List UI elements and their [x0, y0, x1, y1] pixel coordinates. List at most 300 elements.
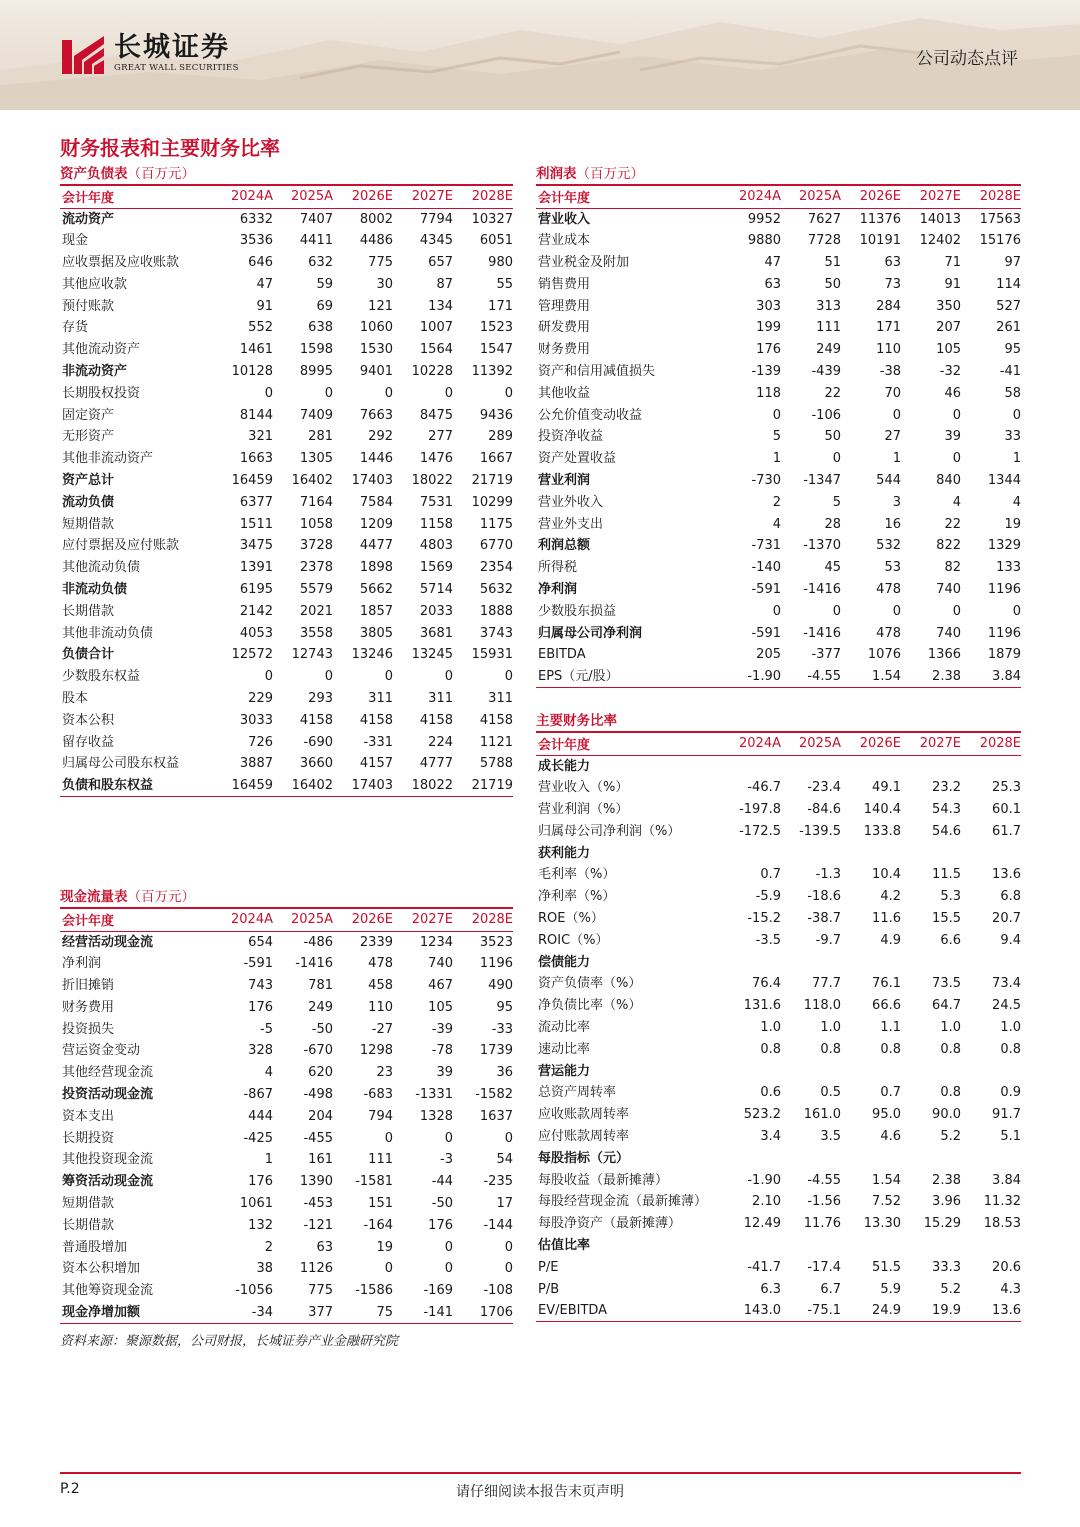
- value-cell: 0.8: [940, 1085, 961, 1101]
- row-label: 利润总额: [538, 538, 591, 554]
- value-cell: -15.2: [747, 910, 781, 926]
- row-label: 应付票据及应付账款: [62, 538, 180, 554]
- value-cell: 176: [756, 342, 781, 358]
- value-cell: 1298: [359, 1043, 393, 1059]
- table-row: [60, 1084, 513, 1106]
- value-cell: -9.7: [815, 932, 841, 948]
- value-cell: 0: [384, 1261, 393, 1277]
- value-cell: 0: [324, 385, 333, 401]
- table-row: [60, 426, 513, 448]
- value-cell: -670: [303, 1043, 333, 1059]
- value-cell: -106: [811, 407, 841, 423]
- table-row: [60, 1193, 513, 1215]
- value-cell: 1667: [479, 451, 513, 467]
- table-row: [60, 775, 513, 797]
- value-cell: 311: [428, 690, 453, 706]
- value-cell: 1564: [419, 342, 453, 358]
- value-cell: 328: [248, 1043, 273, 1059]
- value-cell: 12402: [919, 233, 961, 249]
- value-cell: 3536: [239, 233, 273, 249]
- value-cell: 1158: [419, 516, 453, 532]
- row-label: 归属母公司净利润（%）: [538, 823, 681, 839]
- value-cell: 18.53: [983, 1216, 1021, 1232]
- value-cell: -867: [243, 1086, 273, 1102]
- value-cell: 0: [504, 1130, 513, 1146]
- value-cell: -84.6: [807, 801, 841, 817]
- table-row: [536, 1191, 1021, 1213]
- value-cell: 10191: [859, 233, 901, 249]
- row-label: 资产处置收益: [538, 451, 617, 467]
- table-row: [60, 252, 513, 274]
- value-cell: [781, 951, 841, 973]
- header-year: 2025A: [781, 732, 841, 755]
- value-cell: 14013: [919, 211, 961, 227]
- value-cell: -46.7: [747, 780, 781, 796]
- table-row: [60, 470, 513, 492]
- row-label: 流动资产: [62, 211, 115, 227]
- value-cell: -591: [243, 956, 273, 972]
- value-cell: 0: [324, 669, 333, 685]
- value-cell: 2: [264, 1239, 273, 1255]
- value-cell: -453: [303, 1195, 333, 1211]
- value-cell: 18022: [411, 472, 453, 488]
- value-cell: 3.5: [820, 1128, 841, 1144]
- value-cell: 171: [876, 320, 901, 336]
- value-cell: [961, 755, 1021, 777]
- company-name-cn: 长城证券: [114, 32, 230, 63]
- value-cell: [781, 1060, 841, 1082]
- value-cell: 25.3: [992, 780, 1021, 796]
- value-cell: 781: [308, 977, 333, 993]
- value-cell: -121: [303, 1217, 333, 1233]
- value-cell: 205: [756, 647, 781, 663]
- value-cell: 70: [884, 385, 901, 401]
- value-cell: 620: [308, 1065, 333, 1081]
- company-name-en: GREAT WALL SECURITIES: [114, 63, 239, 73]
- row-label: 销售费用: [538, 276, 591, 292]
- table-header-row: [60, 185, 513, 208]
- value-cell: 321: [248, 429, 273, 445]
- value-cell: 0.8: [940, 1041, 961, 1057]
- value-cell: -690: [303, 734, 333, 750]
- value-cell: 24.5: [992, 998, 1021, 1014]
- header-year: 2027E: [901, 732, 961, 755]
- value-cell: 0: [952, 451, 961, 467]
- value-cell: 261: [996, 320, 1021, 336]
- row-label: 资产负债率（%）: [538, 976, 642, 992]
- value-cell: 16459: [213, 775, 273, 797]
- value-cell: 54.3: [932, 801, 961, 817]
- value-cell: 6770: [479, 538, 513, 554]
- value-cell: [841, 1235, 901, 1257]
- value-cell: 638: [308, 320, 333, 336]
- header-year: 2027E: [393, 185, 453, 208]
- table-row: [60, 600, 513, 622]
- value-cell: 64.7: [932, 998, 961, 1014]
- value-cell: 105: [428, 999, 453, 1015]
- table-row: [536, 951, 1021, 973]
- value-cell: 4486: [359, 233, 393, 249]
- value-cell: 1888: [479, 603, 513, 619]
- value-cell: [781, 1235, 841, 1257]
- value-cell: 18022: [393, 775, 453, 797]
- table-row: [60, 579, 513, 601]
- value-cell: [721, 842, 781, 864]
- income-statement-panel: [536, 164, 1021, 688]
- value-cell: 58: [1004, 385, 1021, 401]
- row-label: ROE（%）: [538, 910, 604, 926]
- table-row: [536, 842, 1021, 864]
- row-label: 营运资金变动: [62, 1043, 141, 1059]
- value-cell: -18.6: [807, 889, 841, 905]
- value-cell: [901, 1235, 961, 1257]
- value-cell: 204: [308, 1108, 333, 1124]
- row-label: 现金净增加额: [60, 1302, 213, 1324]
- value-cell: 111: [368, 1152, 393, 1168]
- row-label: 筹资活动现金流: [62, 1174, 154, 1190]
- value-cell: 90.0: [932, 1107, 961, 1123]
- cash-flow-table: [60, 907, 513, 1324]
- table-row: [60, 1171, 513, 1193]
- value-cell: 19: [1004, 516, 1021, 532]
- value-cell: 5.1: [1000, 1128, 1021, 1144]
- value-cell: 11376: [859, 211, 901, 227]
- value-cell: 50: [824, 276, 841, 292]
- value-cell: 39: [944, 429, 961, 445]
- value-cell: 1007: [419, 320, 453, 336]
- value-cell: 2.10: [752, 1194, 781, 1210]
- value-cell: -44: [431, 1174, 453, 1190]
- value-cell: -41.7: [747, 1259, 781, 1275]
- value-cell: 1.54: [841, 666, 901, 688]
- value-cell: -78: [431, 1043, 453, 1059]
- value-cell: 63: [316, 1239, 333, 1255]
- value-cell: [901, 842, 961, 864]
- value-cell: 1196: [987, 625, 1021, 641]
- value-cell: 1390: [299, 1174, 333, 1190]
- table-row: [536, 448, 1021, 470]
- value-cell: 4158: [359, 712, 393, 728]
- value-cell: 284: [876, 298, 901, 314]
- value-cell: 1.1: [880, 1019, 901, 1035]
- value-cell: -139.5: [799, 823, 841, 839]
- table-row: [60, 644, 513, 666]
- row-label: 每股净资产（最新摊薄）: [538, 1216, 682, 1232]
- value-cell: 1547: [479, 342, 513, 358]
- value-cell: 3805: [359, 625, 393, 641]
- value-cell: 1663: [239, 451, 273, 467]
- row-label: 营业收入: [538, 211, 591, 227]
- value-cell: 7627: [807, 211, 841, 227]
- table-header-row: [60, 908, 513, 931]
- value-cell: 249: [308, 999, 333, 1015]
- value-cell: 1344: [987, 472, 1021, 488]
- value-cell: 39: [436, 1065, 453, 1081]
- table-row: [536, 622, 1021, 644]
- value-cell: 1: [1012, 451, 1021, 467]
- table-row: [536, 600, 1021, 622]
- value-cell: -1416: [295, 956, 333, 972]
- row-label: 营业收入（%）: [538, 780, 629, 796]
- table-row: [536, 208, 1021, 230]
- value-cell: -377: [811, 647, 841, 663]
- value-cell: 6195: [239, 581, 273, 597]
- value-cell: 1329: [987, 538, 1021, 554]
- row-label: 经营活动现金流: [62, 934, 154, 950]
- value-cell: 646: [248, 254, 273, 270]
- row-label: 少数股东损益: [538, 603, 617, 619]
- value-cell: [721, 1235, 781, 1257]
- row-label: 应付账款周转率: [538, 1128, 630, 1144]
- value-cell: 63: [884, 254, 901, 270]
- value-cell: 55: [496, 276, 513, 292]
- value-cell: 1.0: [1000, 1019, 1021, 1035]
- value-cell: 133: [996, 560, 1021, 576]
- table-row: [536, 1278, 1021, 1300]
- row-label: 留存收益: [62, 734, 115, 750]
- value-cell: 0: [892, 407, 901, 423]
- table-row: [536, 404, 1021, 426]
- value-cell: 1523: [479, 320, 513, 336]
- value-cell: 3475: [239, 538, 273, 554]
- value-cell: 4: [1012, 494, 1021, 510]
- row-label: 财务费用: [538, 342, 591, 358]
- table-row: [536, 777, 1021, 799]
- value-cell: -1416: [803, 625, 841, 641]
- value-cell: 1.0: [940, 1019, 961, 1035]
- value-cell: 654: [248, 934, 273, 950]
- table-row: [60, 491, 513, 513]
- value-cell: 33: [1004, 429, 1021, 445]
- value-cell: [961, 1060, 1021, 1082]
- value-cell: 2021: [299, 603, 333, 619]
- value-cell: -498: [303, 1086, 333, 1102]
- value-cell: 1126: [299, 1261, 333, 1277]
- value-cell: 131.6: [743, 998, 781, 1014]
- value-cell: 53: [884, 560, 901, 576]
- value-cell: 293: [308, 690, 333, 706]
- row-label: 总资产周转率: [538, 1085, 617, 1101]
- value-cell: 10.4: [872, 867, 901, 883]
- value-cell: -38: [879, 363, 901, 379]
- row-label: 投资损失: [62, 1021, 115, 1037]
- value-cell: 13.6: [961, 1300, 1021, 1322]
- table-row: [60, 688, 513, 710]
- row-label: 其他应收款: [62, 276, 128, 292]
- value-cell: 2033: [419, 603, 453, 619]
- panel-title: 主要财务比率: [536, 713, 617, 729]
- value-cell: 7531: [419, 494, 453, 510]
- value-cell: -1056: [235, 1283, 273, 1299]
- document-type: 公司动态点评: [916, 49, 1018, 69]
- value-cell: [961, 842, 1021, 864]
- value-cell: 12.49: [743, 1216, 781, 1232]
- value-cell: -108: [483, 1283, 513, 1299]
- row-label: 固定资产: [62, 407, 115, 423]
- value-cell: -455: [303, 1130, 333, 1146]
- table-header-row: [536, 732, 1021, 755]
- table-row: [536, 1038, 1021, 1060]
- row-label: 偿债能力: [538, 954, 591, 970]
- value-cell: 3728: [299, 538, 333, 554]
- value-cell: 1637: [479, 1108, 513, 1124]
- row-label: 无形资产: [62, 429, 115, 445]
- value-cell: 350: [936, 298, 961, 314]
- table-row: [60, 273, 513, 295]
- value-cell: 6.8: [1000, 889, 1021, 905]
- value-cell: 0.8: [820, 1041, 841, 1057]
- table-row: [60, 1149, 513, 1171]
- value-cell: 95: [496, 999, 513, 1015]
- value-cell: 458: [368, 977, 393, 993]
- header-year: 2024A: [213, 908, 273, 931]
- table-row: [60, 1258, 513, 1280]
- table-row: [536, 644, 1021, 666]
- value-cell: 95.0: [872, 1107, 901, 1123]
- source-note: 资料来源：聚源数据，公司财报，长城证券产业金融研究院: [60, 1334, 399, 1349]
- table-row: [60, 731, 513, 753]
- value-cell: 4053: [239, 625, 273, 641]
- value-cell: 1.0: [760, 1019, 781, 1035]
- value-cell: 97: [1004, 254, 1021, 270]
- value-cell: 63: [764, 276, 781, 292]
- table-row: [536, 1017, 1021, 1039]
- panel-title: 资产负债表（百万元）: [60, 166, 195, 182]
- value-cell: 59: [316, 276, 333, 292]
- row-label: 营业利润（%）: [538, 801, 629, 817]
- value-cell: 4.6: [880, 1128, 901, 1144]
- value-cell: 73.5: [932, 976, 961, 992]
- value-cell: 1366: [927, 647, 961, 663]
- value-cell: 726: [248, 734, 273, 750]
- value-cell: 5788: [479, 756, 513, 772]
- table-row: [60, 557, 513, 579]
- row-label: 长期借款: [62, 1217, 115, 1233]
- table-row: [60, 1280, 513, 1302]
- value-cell: 7584: [359, 494, 393, 510]
- row-label: 每股指标（元）: [538, 1150, 630, 1166]
- table-row: [60, 317, 513, 339]
- value-cell: 5.2: [940, 1128, 961, 1144]
- table-row: [536, 579, 1021, 601]
- value-cell: 7.52: [872, 1194, 901, 1210]
- header-year: 2027E: [901, 185, 961, 208]
- value-cell: 1209: [359, 516, 393, 532]
- value-cell: 1175: [479, 516, 513, 532]
- value-cell: 114: [996, 276, 1021, 292]
- row-label: ROIC（%）: [538, 932, 609, 948]
- value-cell: 46: [944, 385, 961, 401]
- table-row: [60, 1062, 513, 1084]
- value-cell: 9880: [747, 233, 781, 249]
- value-cell: -1416: [803, 581, 841, 597]
- value-cell: [781, 1147, 841, 1169]
- value-cell: -683: [363, 1086, 393, 1102]
- value-cell: 311: [488, 690, 513, 706]
- value-cell: 8144: [239, 407, 273, 423]
- header-year: 2024A: [721, 732, 781, 755]
- value-cell: 49.1: [872, 780, 901, 796]
- row-label: 预付账款: [62, 298, 115, 314]
- row-label: 其他非流动负债: [62, 625, 154, 641]
- row-label: 营业税金及附加: [538, 254, 630, 270]
- value-cell: 87: [436, 276, 453, 292]
- value-cell: 740: [936, 581, 961, 597]
- table-row: [60, 448, 513, 470]
- value-cell: -144: [483, 1217, 513, 1233]
- table-row: [536, 1235, 1021, 1257]
- value-cell: [721, 755, 781, 777]
- value-cell: 3.4: [760, 1128, 781, 1144]
- header-year: 2025A: [273, 908, 333, 931]
- value-cell: -1586: [355, 1283, 393, 1299]
- value-cell: 111: [816, 320, 841, 336]
- table-row: [536, 317, 1021, 339]
- value-cell: 467: [428, 977, 453, 993]
- row-label: 流动负债: [62, 494, 115, 510]
- value-cell: -3.5: [755, 932, 781, 948]
- row-label: 获利能力: [538, 845, 591, 861]
- row-label: 营业成本: [538, 233, 591, 249]
- value-cell: 0: [384, 1130, 393, 1146]
- row-label: 公允价值变动收益: [538, 407, 643, 423]
- value-cell: 13.6: [992, 867, 1021, 883]
- table-row: [60, 666, 513, 688]
- value-cell: 277: [428, 429, 453, 445]
- value-cell: 7663: [359, 407, 393, 423]
- row-label: 其他非流动资产: [62, 451, 154, 467]
- value-cell: 20.6: [992, 1259, 1021, 1275]
- value-cell: 0.9: [1000, 1085, 1021, 1101]
- value-cell: 3.84: [992, 1172, 1021, 1188]
- row-label: 研发费用: [538, 320, 591, 336]
- value-cell: 1461: [239, 342, 273, 358]
- value-cell: 7407: [299, 211, 333, 227]
- value-cell: 5662: [359, 581, 393, 597]
- value-cell: 1.0: [820, 1019, 841, 1035]
- value-cell: 50: [824, 429, 841, 445]
- header-label: 会计年度: [60, 908, 213, 931]
- value-cell: 22: [824, 385, 841, 401]
- row-label: 归属母公司股东权益: [62, 756, 180, 772]
- table-row: [536, 908, 1021, 930]
- row-label: 资本支出: [62, 1108, 115, 1124]
- value-cell: 91: [944, 276, 961, 292]
- row-label: 其他经营现金流: [62, 1065, 154, 1081]
- value-cell: 1: [772, 451, 781, 467]
- row-label: 其他流动负债: [62, 560, 141, 576]
- value-cell: 3.84: [961, 666, 1021, 688]
- table-row: [60, 709, 513, 731]
- value-cell: 15.5: [932, 910, 961, 926]
- header-year: 2028E: [453, 908, 513, 931]
- value-cell: 5632: [479, 581, 513, 597]
- value-cell: 5.2: [940, 1281, 961, 1297]
- value-cell: 9.4: [1000, 932, 1021, 948]
- value-cell: 10327: [471, 211, 513, 227]
- table-row: [60, 1040, 513, 1062]
- row-label: 净利润: [62, 956, 102, 972]
- value-cell: 24.9: [841, 1300, 901, 1322]
- value-cell: 0.6: [760, 1085, 781, 1101]
- value-cell: 3681: [419, 625, 453, 641]
- value-cell: -5: [260, 1021, 273, 1037]
- value-cell: 105: [936, 342, 961, 358]
- value-cell: 176: [248, 1174, 273, 1190]
- value-cell: -731: [751, 538, 781, 554]
- value-cell: 0: [952, 407, 961, 423]
- footer-divider: [60, 1472, 1021, 1474]
